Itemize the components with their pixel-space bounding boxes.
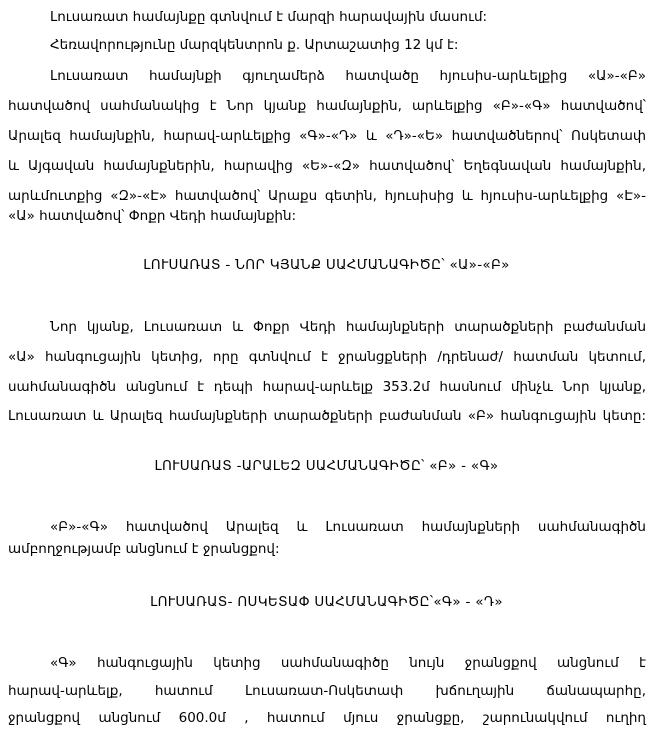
paragraph-line: հատվածով սահմանակից է Նոր կյանք համայնքին, արևելքից «Բ»-«Գ» հատվածով՝ [8,98,646,114]
paragraph-line: և Այգավան համայնքներին, հարավից «Ե»-«Զ» հատվածով՝ Եղեգնավան համայնքին, [8,158,646,174]
section-heading: ԼՈՒՍԱՌԱՏ- ՈՍԿԵՏԱՓ ՍԱՀՄԱՆԱԳԻԾԸ՝«Գ» - «Դ» [150,594,503,610]
intro-line: Լուսառատ համայնքը գտնվում է մարզի հարավային մասում: [50,9,488,25]
paragraph-line: Նոր կյանք, Լուսառատ և Փոքր Վեդի համայնքների տարածքների բաժանման [50,319,646,335]
paragraph-line: «Գ» հանգուցային կետից սահմանագիծը նույն ջրանցքով անցնում է [50,655,646,671]
paragraph-line: Արալեզ համայնքին, հարավ-արևելքից «Գ»-«Դ» և «Դ»-«Ե» հատվածներով՝ Ոսկետափ [8,128,646,144]
paragraph-line: «Ա» հատվածով՝ Փոքր Վեդի համայնքին: [8,208,297,224]
intro-line: Հեռավորությունը մարզկենտրոն ք. Արտաշատից 12 կմ է: [50,37,459,53]
paragraph-line: «Ա» հանգուցային կետից, որը գտնվում է ջրանցքների /դրենաժ/ հատման կետում, [8,349,646,365]
paragraph-line: սահմանագիծն անցնում է դեպի հարավ-արևելք 353.2մ հասնում մինչև Նոր կյանք, [8,379,646,395]
paragraph-line: Լուսառատ և Արալեզ համայնքների տարածքների բաժանման «Բ» հանգուցային կետը: [8,408,646,424]
section-heading: ԼՈՒՍԱՌԱՏ - ՆՈՐ ԿՅԱՆՔ ՍԱՀՄԱՆԱԳԻԾԸ՝ «Ա»-«Բ» [143,257,510,273]
paragraph-line: Լուսառատ համայնքի գյուղամերձ հատվածը հյուսիս-արևելքից «Ա»-«Բ» [50,68,646,84]
paragraph-line: «Բ»-«Գ» հատվածով Արալեզ և Լուսառատ համայնքների սահմանագիծն [50,519,646,535]
section-heading: ԼՈՒՍԱՌԱՏ -ԱՐԱԼԵԶ ՍԱՀՄԱՆԱԳԻԾԸ՝ «Բ» - «Գ» [154,458,499,474]
paragraph-line: արևմուտքից «Զ»-«Է» հատվածով՝ Արաքս գետին, հյուսիսից և հյուսիս-արևելքից «Է»- [8,188,646,204]
paragraph-line: հարավ-արևելք, հատում Լուսառատ-Ոսկետափ խճուղային ճանապարհը, [8,683,646,699]
paragraph-line: ջրանցքով անցնում 600.0մ , հատում մյուս ջրանցքը, շարունակվում ուղիղ [8,710,646,726]
paragraph-line: ամբողջությամբ անցնում է ջրանցքով: [8,541,280,557]
